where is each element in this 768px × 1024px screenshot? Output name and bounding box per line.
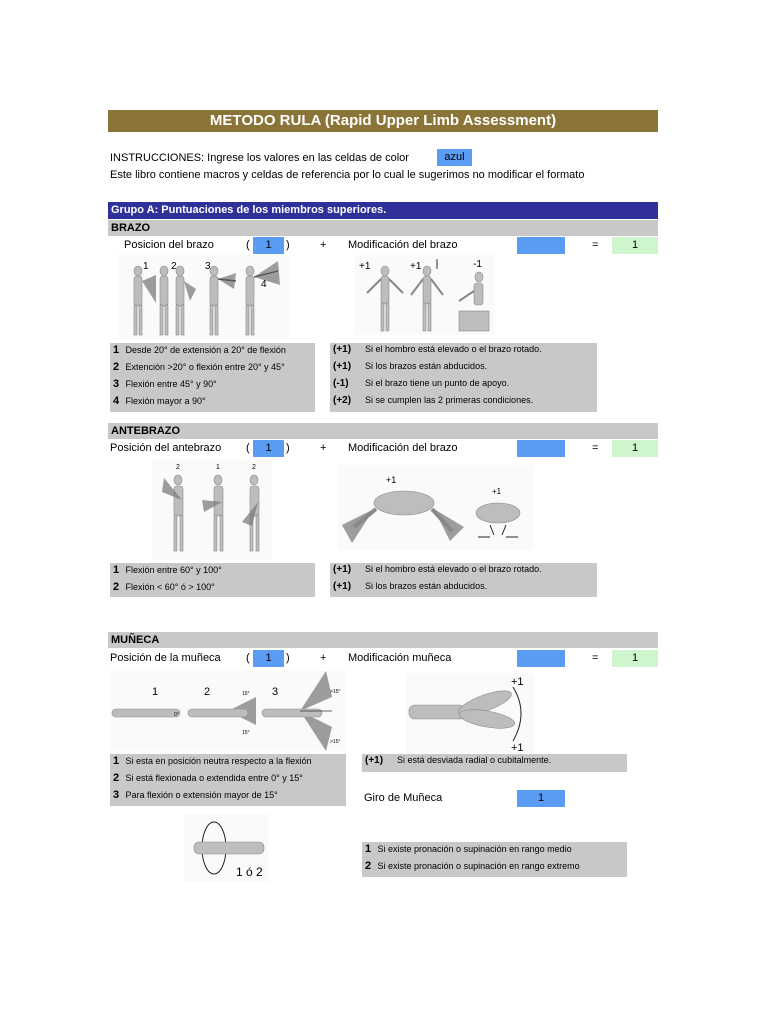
antebrazo-mod-input[interactable] bbox=[517, 440, 565, 457]
brazo-mod-fig-label-1: +1 bbox=[359, 261, 371, 272]
list-item: 1 Desde 20° de extensión a 20° de flexión bbox=[113, 344, 286, 356]
instructions-line-2: Este libro contiene macros y celdas de referencia por lo cual le sugerimos no modificar el formato bbox=[110, 169, 585, 181]
antebrazo-header: ANTEBRAZO bbox=[108, 423, 658, 439]
list-item: (+1) Si el hombro está elevado o el brazo rotado. bbox=[333, 564, 542, 575]
antebrazo-fig-label-2b: 2 bbox=[252, 464, 256, 471]
muneca-fig-angle-gt15a: >15° bbox=[330, 689, 341, 695]
muneca-header: MUÑECA bbox=[108, 632, 658, 648]
list-item: (+2) Si se cumplen las 2 primeras condiciones. bbox=[333, 395, 534, 406]
brazo-mod-fig-label-3: -1 bbox=[473, 259, 482, 270]
antebrazo-mod-fig-label-2: +1 bbox=[492, 487, 502, 496]
brazo-mod-fig-label-2: +1 bbox=[410, 261, 422, 272]
page-title: METODO RULA (Rapid Upper Limb Assessment) bbox=[108, 110, 658, 132]
muneca-modifiers-illustration bbox=[405, 673, 535, 753]
brazo-position-label: Posicion del brazo bbox=[124, 239, 214, 251]
list-item: 2 Si existe pronación o supinación en rango extremo bbox=[365, 860, 580, 872]
brazo-mod-label: Modificación del brazo bbox=[348, 239, 458, 251]
antebrazo-positions-figure bbox=[152, 460, 272, 560]
antebrazo-fig-label-1: 1 bbox=[216, 464, 220, 471]
muneca-close-paren: ) bbox=[286, 652, 290, 664]
muneca-mod-label: Modificación muñeca bbox=[348, 652, 452, 664]
muneca-fig-angle-gt15b: >15° bbox=[330, 739, 341, 745]
antebrazo-modifiers-list bbox=[330, 563, 597, 597]
muneca-position-label: Posición de la muñeca bbox=[110, 652, 221, 664]
brazo-equals: = bbox=[592, 239, 599, 251]
list-item: (-1) Si el brazo tiene un punto de apoyo. bbox=[333, 378, 510, 389]
brazo-total: 1 bbox=[612, 237, 658, 254]
antebrazo-position-label: Posición del antebrazo bbox=[110, 442, 222, 454]
brazo-fig-label-1: 1 bbox=[143, 261, 149, 272]
brazo-modifiers-illustration bbox=[355, 255, 495, 335]
brazo-header: BRAZO bbox=[108, 220, 658, 236]
muneca-positions-illustration bbox=[110, 671, 346, 751]
antebrazo-total: 1 bbox=[612, 440, 658, 457]
list-item: 2 Extención >20° o flexión entre 20° y 45° bbox=[113, 361, 285, 373]
brazo-positions-illustration bbox=[118, 255, 290, 339]
list-item: 3 Flexión entre 45° y 90° bbox=[113, 378, 217, 390]
group-a-header: Grupo A: Puntuaciones de los miembros superiores. bbox=[108, 202, 658, 219]
muneca-modifiers-figure bbox=[405, 673, 535, 753]
antebrazo-mod-label: Modificación del brazo bbox=[348, 442, 458, 454]
list-item: 2 Flexión < 60° ó > 100° bbox=[113, 581, 215, 593]
muneca-mod-fig-label-bottom: +1 bbox=[511, 742, 524, 753]
list-item: (+1) Si los brazos están abducidos. bbox=[333, 581, 488, 592]
brazo-plus: + bbox=[320, 239, 327, 251]
brazo-close-paren: ) bbox=[286, 239, 290, 251]
brazo-fig-label-3: 3 bbox=[205, 261, 211, 272]
muneca-fig-label-3: 3 bbox=[272, 686, 279, 698]
giro-fig-label: 1 ó 2 bbox=[236, 865, 263, 879]
muneca-positions-list bbox=[110, 754, 346, 806]
antebrazo-modifiers-figure bbox=[338, 465, 533, 550]
antebrazo-modifiers-illustration bbox=[338, 465, 533, 550]
muneca-position-input[interactable]: 1 bbox=[253, 650, 284, 667]
muneca-positions-figure bbox=[110, 671, 346, 751]
antebrazo-positions-illustration bbox=[152, 460, 272, 560]
color-legend-chip: azul bbox=[437, 149, 472, 166]
giro-muneca-illustration bbox=[184, 814, 268, 882]
brazo-fig-label-2: 2 bbox=[171, 261, 177, 272]
muneca-fig-label-2: 2 bbox=[204, 686, 211, 698]
brazo-modifiers-list bbox=[330, 343, 597, 412]
antebrazo-position-input[interactable]: 1 bbox=[253, 440, 284, 457]
instructions-line-1: INSTRUCCIONES: Ingrese los valores en las celdas de color bbox=[110, 152, 409, 164]
muneca-modifiers-list bbox=[362, 754, 627, 772]
giro-muneca-list bbox=[362, 842, 627, 877]
muneca-fig-angle-15b: 15° bbox=[242, 730, 250, 736]
list-item: (+1) Si los brazos están abducidos. bbox=[333, 361, 488, 372]
muneca-fig-angle-15a: 15° bbox=[242, 691, 250, 697]
antebrazo-close-paren: ) bbox=[286, 442, 290, 454]
muneca-mod-fig-label-top: +1 bbox=[511, 676, 524, 688]
list-item: 1 Si esta en posición neutra respecto a la flexión bbox=[113, 755, 312, 767]
muneca-mod-input[interactable] bbox=[517, 650, 565, 667]
list-item: (+1) Si el hombro está elevado o el brazo rotado. bbox=[333, 344, 542, 355]
giro-muneca-figure bbox=[184, 814, 268, 882]
brazo-open-paren: ( bbox=[246, 239, 250, 251]
antebrazo-open-paren: ( bbox=[246, 442, 250, 454]
giro-muneca-label: Giro de Muñeca bbox=[364, 792, 443, 804]
list-item: 1 Flexión entre 60° y 100° bbox=[113, 564, 222, 576]
list-item: 4 Flexión mayor a 90° bbox=[113, 395, 206, 407]
muneca-plus: + bbox=[320, 652, 327, 664]
antebrazo-positions-list bbox=[110, 563, 315, 597]
antebrazo-mod-fig-label-1: +1 bbox=[386, 475, 397, 485]
list-item: (+1) Si está desviada radial o cubitalmente. bbox=[365, 755, 552, 766]
antebrazo-equals: = bbox=[592, 442, 599, 454]
antebrazo-fig-label-2a: 2 bbox=[176, 464, 180, 471]
antebrazo-plus: + bbox=[320, 442, 327, 454]
brazo-positions-figure bbox=[118, 255, 290, 339]
brazo-fig-label-4: 4 bbox=[261, 279, 267, 290]
muneca-open-paren: ( bbox=[246, 652, 250, 664]
muneca-equals: = bbox=[592, 652, 599, 664]
muneca-fig-angle-0: 0° bbox=[174, 712, 179, 718]
brazo-positions-list bbox=[110, 343, 315, 412]
giro-muneca-input[interactable]: 1 bbox=[517, 790, 565, 807]
brazo-position-input[interactable]: 1 bbox=[253, 237, 284, 254]
muneca-total: 1 bbox=[612, 650, 658, 667]
brazo-mod-input[interactable] bbox=[517, 237, 565, 254]
muneca-fig-label-1: 1 bbox=[152, 686, 159, 698]
list-item: 2 Si está flexionada o extendida entre 0° y 15° bbox=[113, 772, 303, 784]
brazo-modifiers-figure bbox=[355, 255, 495, 335]
list-item: 3 Para flexión o extensión mayor de 15° bbox=[113, 789, 278, 801]
list-item: 1 Si existe pronación o supinación en rango medio bbox=[365, 843, 572, 855]
